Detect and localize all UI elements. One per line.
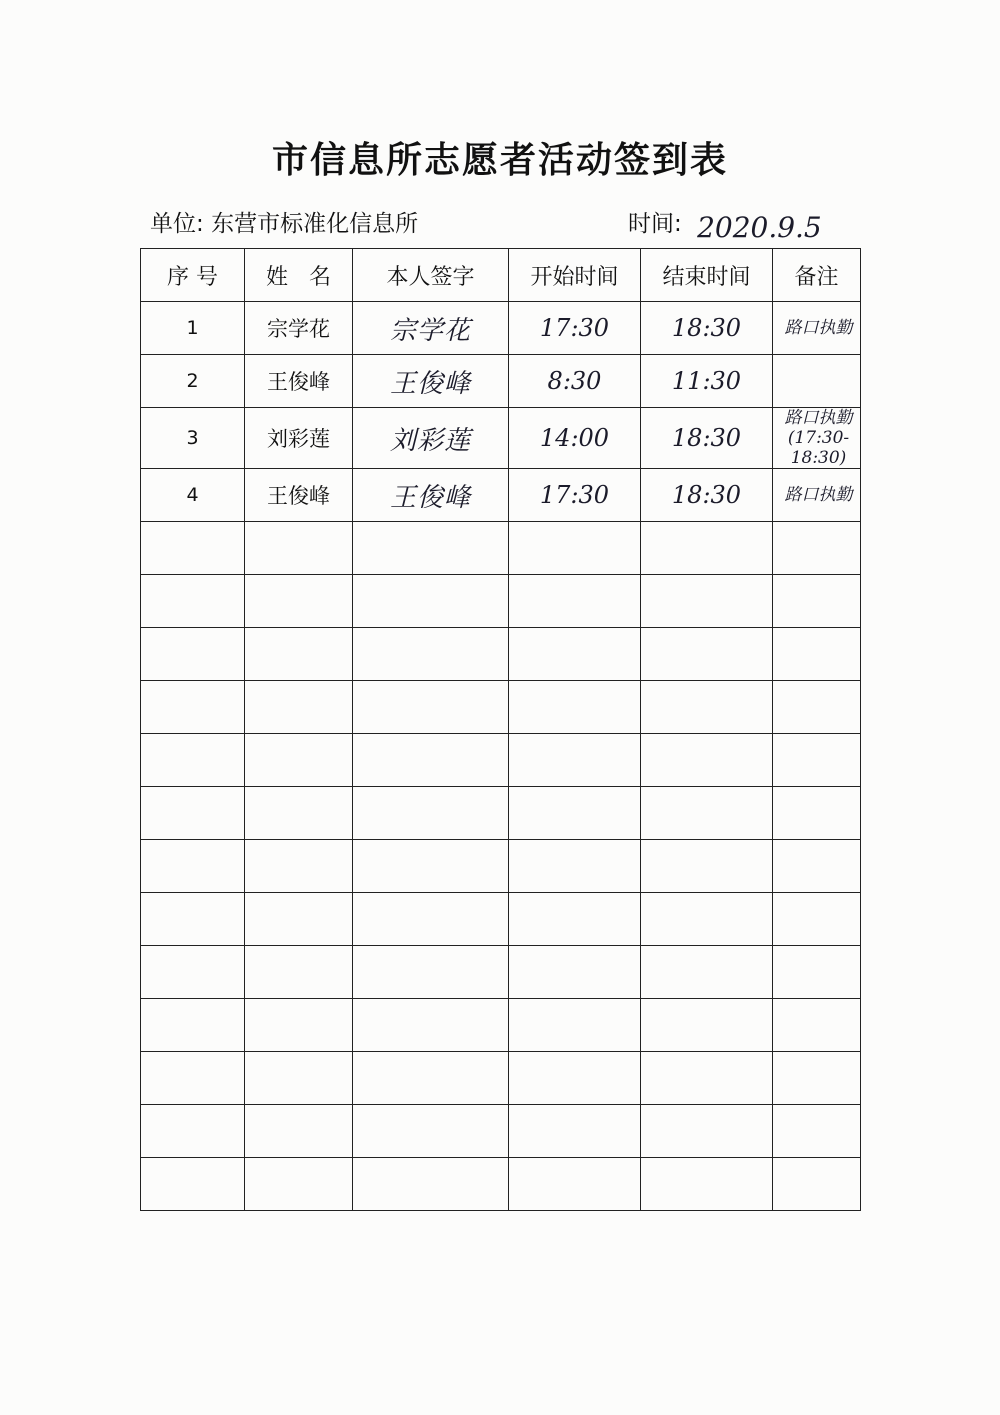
- empty-cell: [641, 522, 773, 575]
- table-row: [141, 302, 861, 355]
- empty-cell: [509, 1052, 641, 1105]
- empty-cell: [245, 1105, 353, 1158]
- empty-cell: [141, 1158, 245, 1211]
- row-note: [773, 355, 861, 408]
- empty-cell: [141, 946, 245, 999]
- empty-cell: [141, 522, 245, 575]
- empty-cell: [141, 999, 245, 1052]
- empty-row: [141, 946, 861, 999]
- empty-cell: [245, 575, 353, 628]
- empty-cell: [509, 946, 641, 999]
- empty-cell: [141, 1052, 245, 1105]
- empty-cell: [509, 1158, 641, 1211]
- empty-cell: [641, 681, 773, 734]
- empty-row: [141, 1158, 861, 1211]
- empty-cell: [353, 840, 509, 893]
- table-row: [141, 355, 861, 408]
- empty-row: [141, 893, 861, 946]
- unit-label: 单位:: [150, 211, 204, 237]
- row-start-time: 14:00: [509, 408, 641, 469]
- empty-cell: [141, 681, 245, 734]
- empty-cell: [245, 946, 353, 999]
- empty-cell: [141, 840, 245, 893]
- empty-cell: [773, 1158, 861, 1211]
- empty-cell: [509, 681, 641, 734]
- row-start-time: 8:30: [509, 355, 641, 408]
- header-start-time: 开始时间: [509, 249, 641, 302]
- row-signature: 刘彩莲: [353, 408, 509, 469]
- header-no: 序 号: [141, 249, 245, 302]
- empty-cell: [773, 522, 861, 575]
- row-number: 4: [141, 469, 245, 522]
- empty-cell: [245, 893, 353, 946]
- empty-cell: [773, 946, 861, 999]
- empty-cell: [245, 1052, 353, 1105]
- empty-cell: [641, 628, 773, 681]
- empty-row: [141, 628, 861, 681]
- empty-cell: [641, 787, 773, 840]
- empty-cell: [141, 893, 245, 946]
- empty-cell: [353, 734, 509, 787]
- empty-cell: [641, 1158, 773, 1211]
- header-signature: 本人签字: [353, 249, 509, 302]
- row-name: 宗学花: [245, 302, 353, 355]
- empty-cell: [353, 575, 509, 628]
- empty-cell: [141, 628, 245, 681]
- row-note: 路口执勤(17:30-18:30): [773, 408, 861, 469]
- empty-cell: [353, 893, 509, 946]
- empty-row: [141, 840, 861, 893]
- unit-line: [150, 205, 418, 238]
- empty-cell: [509, 575, 641, 628]
- empty-cell: [353, 999, 509, 1052]
- empty-cell: [773, 1052, 861, 1105]
- empty-cell: [141, 575, 245, 628]
- empty-cell: [353, 1105, 509, 1158]
- row-name: 刘彩莲: [245, 408, 353, 469]
- unit-value: 东营市标准化信息所: [211, 211, 419, 237]
- empty-cell: [773, 575, 861, 628]
- time-value: 2020.9.5: [697, 211, 822, 244]
- empty-cell: [641, 734, 773, 787]
- row-end-time: 11:30: [641, 355, 773, 408]
- row-number: 1: [141, 302, 245, 355]
- empty-cell: [353, 681, 509, 734]
- empty-cell: [141, 787, 245, 840]
- row-number: 3: [141, 408, 245, 469]
- empty-cell: [353, 946, 509, 999]
- row-signature: 王俊峰: [353, 469, 509, 522]
- empty-row: [141, 575, 861, 628]
- empty-cell: [509, 787, 641, 840]
- empty-cell: [245, 999, 353, 1052]
- empty-cell: [509, 522, 641, 575]
- table-row: [141, 408, 861, 469]
- empty-cell: [141, 1105, 245, 1158]
- empty-row: [141, 1052, 861, 1105]
- empty-cell: [509, 734, 641, 787]
- row-number: 2: [141, 355, 245, 408]
- sign-in-table: [140, 248, 861, 1211]
- empty-cell: [509, 1105, 641, 1158]
- row-signature: 王俊峰: [353, 355, 509, 408]
- row-start-time: 17:30: [509, 469, 641, 522]
- empty-cell: [353, 1052, 509, 1105]
- empty-row: [141, 522, 861, 575]
- header-name: 姓 名: [245, 249, 353, 302]
- empty-row: [141, 1105, 861, 1158]
- empty-cell: [353, 1158, 509, 1211]
- empty-cell: [353, 628, 509, 681]
- header-note: 备注: [773, 249, 861, 302]
- empty-cell: [509, 628, 641, 681]
- empty-cell: [773, 787, 861, 840]
- empty-cell: [773, 628, 861, 681]
- header-row: [141, 249, 861, 302]
- empty-cell: [641, 999, 773, 1052]
- empty-cell: [773, 681, 861, 734]
- empty-cell: [641, 1052, 773, 1105]
- empty-cell: [641, 575, 773, 628]
- row-end-time: 18:30: [641, 469, 773, 522]
- page-title: 市信息所志愿者活动签到表: [271, 139, 728, 181]
- empty-cell: [245, 522, 353, 575]
- table-row: [141, 469, 861, 522]
- empty-cell: [773, 1105, 861, 1158]
- empty-cell: [509, 999, 641, 1052]
- empty-cell: [245, 787, 353, 840]
- empty-cell: [509, 840, 641, 893]
- header-end-time: 结束时间: [641, 249, 773, 302]
- empty-row: [141, 787, 861, 840]
- row-name: 王俊峰: [245, 469, 353, 522]
- empty-row: [141, 681, 861, 734]
- row-note: 路口执勤: [773, 469, 861, 522]
- time-line: [628, 205, 822, 244]
- empty-cell: [353, 522, 509, 575]
- row-end-time: 18:30: [641, 408, 773, 469]
- empty-cell: [245, 734, 353, 787]
- empty-cell: [245, 681, 353, 734]
- empty-row: [141, 734, 861, 787]
- empty-cell: [773, 840, 861, 893]
- row-name: 王俊峰: [245, 355, 353, 408]
- empty-cell: [773, 999, 861, 1052]
- row-signature: 宗学花: [353, 302, 509, 355]
- empty-cell: [773, 734, 861, 787]
- empty-cell: [509, 893, 641, 946]
- row-end-time: 18:30: [641, 302, 773, 355]
- empty-cell: [245, 840, 353, 893]
- empty-cell: [245, 1158, 353, 1211]
- empty-cell: [141, 734, 245, 787]
- empty-cell: [245, 628, 353, 681]
- row-note: 路口执勤: [773, 302, 861, 355]
- empty-cell: [641, 840, 773, 893]
- empty-cell: [641, 946, 773, 999]
- empty-cell: [641, 1105, 773, 1158]
- empty-cell: [353, 787, 509, 840]
- empty-row: [141, 999, 861, 1052]
- time-label: 时间:: [628, 211, 682, 237]
- empty-cell: [773, 893, 861, 946]
- row-start-time: 17:30: [509, 302, 641, 355]
- empty-cell: [641, 893, 773, 946]
